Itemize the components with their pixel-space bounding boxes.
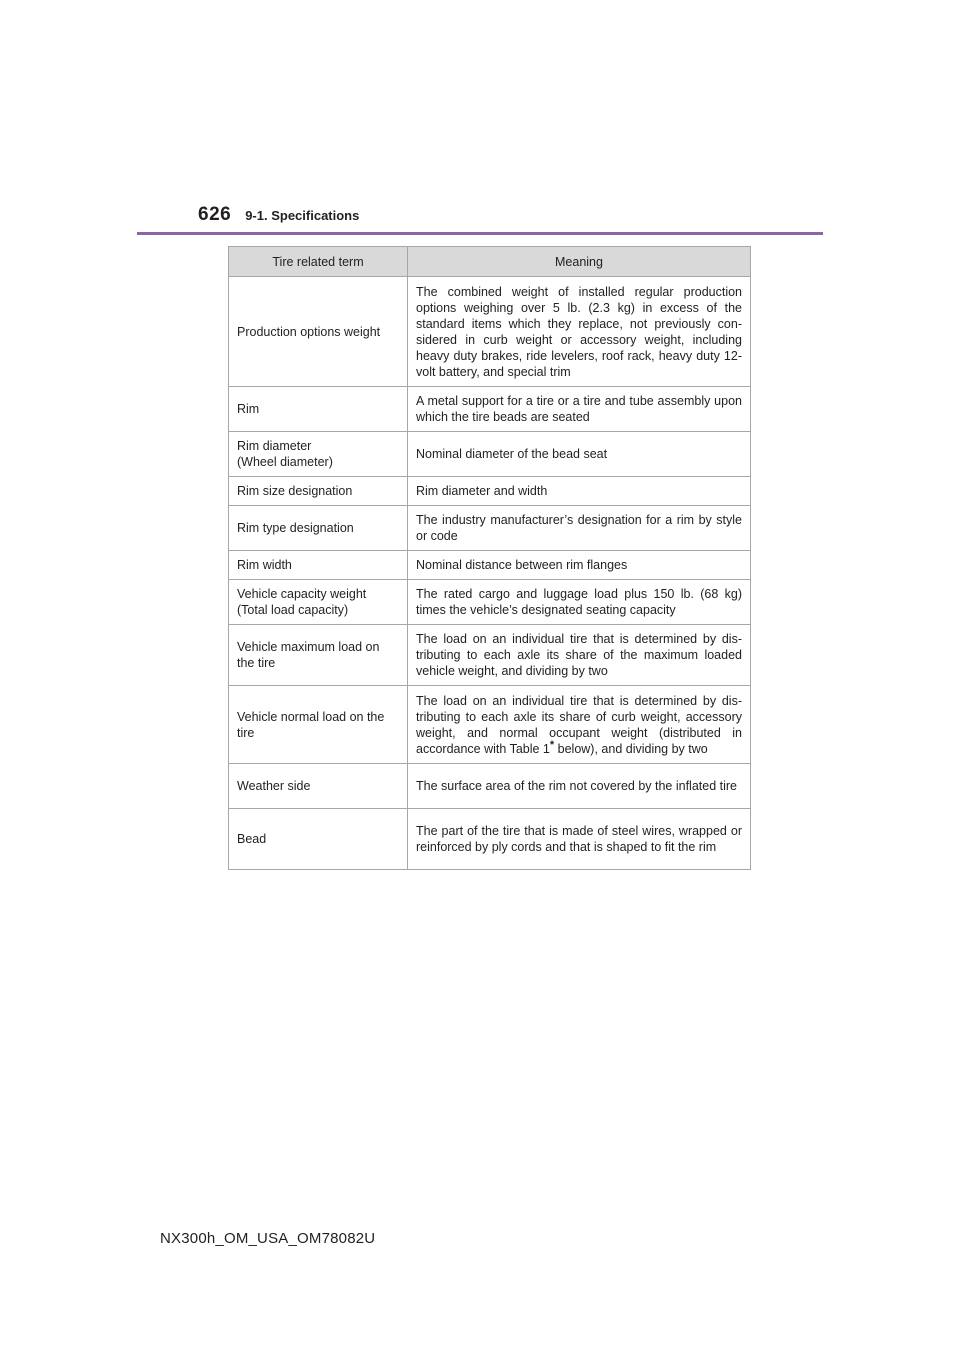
term-text: Rim bbox=[237, 402, 260, 416]
table-row bbox=[229, 432, 751, 477]
meaning-cell: Rim diameter and width bbox=[408, 477, 751, 506]
meaning-cell bbox=[408, 686, 751, 764]
term-text: Vehicle maximum load on the tire bbox=[237, 640, 380, 670]
meaning-cell: The part of the tire that is made of steel wires, wrapped or reinforced by ply cords and that is shaped to fit the rim bbox=[408, 809, 751, 870]
column-header-meaning: Meaning bbox=[408, 247, 751, 277]
meaning-cell: A metal support for a tire or a tire and tube assembly upon which the tire beads are seated bbox=[408, 387, 751, 432]
meaning-cell: The load on an individual tire that is determined by dis-tributing to each axle its share of the maximum loaded vehicle weight, and dividing by two bbox=[408, 625, 751, 686]
term-text: (Wheel diameter) bbox=[237, 455, 333, 469]
term-cell bbox=[229, 277, 408, 387]
table-header-row bbox=[229, 247, 751, 277]
term-cell bbox=[229, 387, 408, 432]
meaning-cell: The combined weight of installed regular production options weighing over 5 lb. (2.3 kg) in excess of the standard items which they replace, not previously con-sidered in curb weight or accessory weight, including heavy duty brakes, ride levelers, roof rack, heavy duty 12-volt battery, and special trim bbox=[408, 277, 751, 387]
term-text: Vehicle normal load on the tire bbox=[237, 709, 385, 740]
footnote-asterisk: * bbox=[549, 738, 555, 751]
meaning-cell: Nominal diameter of the bead seat bbox=[408, 432, 751, 477]
meaning-cell: The surface area of the rim not covered by the inflated tire bbox=[408, 764, 751, 809]
column-header-term: Tire related term bbox=[229, 247, 408, 277]
term-cell bbox=[229, 580, 408, 625]
term-text: Vehicle capacity weight bbox=[237, 587, 367, 601]
term-cell bbox=[229, 809, 408, 870]
term-text: Rim width bbox=[237, 558, 292, 572]
table-row bbox=[229, 580, 751, 625]
tire-terms-table bbox=[228, 246, 751, 870]
term-cell bbox=[229, 506, 408, 551]
term-text: Rim diameter bbox=[237, 439, 312, 453]
meaning-cell: Nominal distance between rim flanges bbox=[408, 551, 751, 580]
term-cell bbox=[229, 764, 408, 809]
term-cell bbox=[229, 686, 408, 764]
table-row bbox=[229, 809, 751, 870]
table-row bbox=[229, 506, 751, 551]
term-cell bbox=[229, 551, 408, 580]
term-text: Rim type designation bbox=[237, 521, 354, 535]
term-text: Weather side bbox=[237, 779, 311, 793]
table-row bbox=[229, 277, 751, 387]
meaning-cell: The industry manufacturer’s designation for a rim by style or code bbox=[408, 506, 751, 551]
table-row bbox=[229, 387, 751, 432]
table-row bbox=[229, 764, 751, 809]
section-title: 9-1. Specifications bbox=[245, 208, 360, 223]
term-text: (Total load capacity) bbox=[237, 603, 349, 617]
table-row bbox=[229, 686, 751, 764]
table-row bbox=[229, 477, 751, 506]
meaning-text: The load on an individual tire that is determined by dis-tributing to each axle its share of curb weight, accessory weight, and normal occupant weight (distributed in accordance with Table 1 bbox=[416, 693, 742, 756]
meaning-cell: The rated cargo and luggage load plus 150 lb. (68 kg) times the vehicle’s designated seating capacity bbox=[408, 580, 751, 625]
document-code: NX300h_OM_USA_OM78082U bbox=[160, 1230, 376, 1247]
header-divider bbox=[137, 232, 823, 235]
term-cell bbox=[229, 477, 408, 506]
page-number: 626 bbox=[198, 204, 232, 225]
table-row bbox=[229, 625, 751, 686]
meaning-text: below), and dividing by two bbox=[554, 741, 708, 756]
term-text: Rim size designation bbox=[237, 484, 353, 498]
table-row bbox=[229, 551, 751, 580]
page-header bbox=[198, 204, 359, 226]
term-cell bbox=[229, 432, 408, 477]
term-cell bbox=[229, 625, 408, 686]
term-text: Production options weight bbox=[237, 324, 381, 339]
term-text: Bead bbox=[237, 832, 267, 846]
